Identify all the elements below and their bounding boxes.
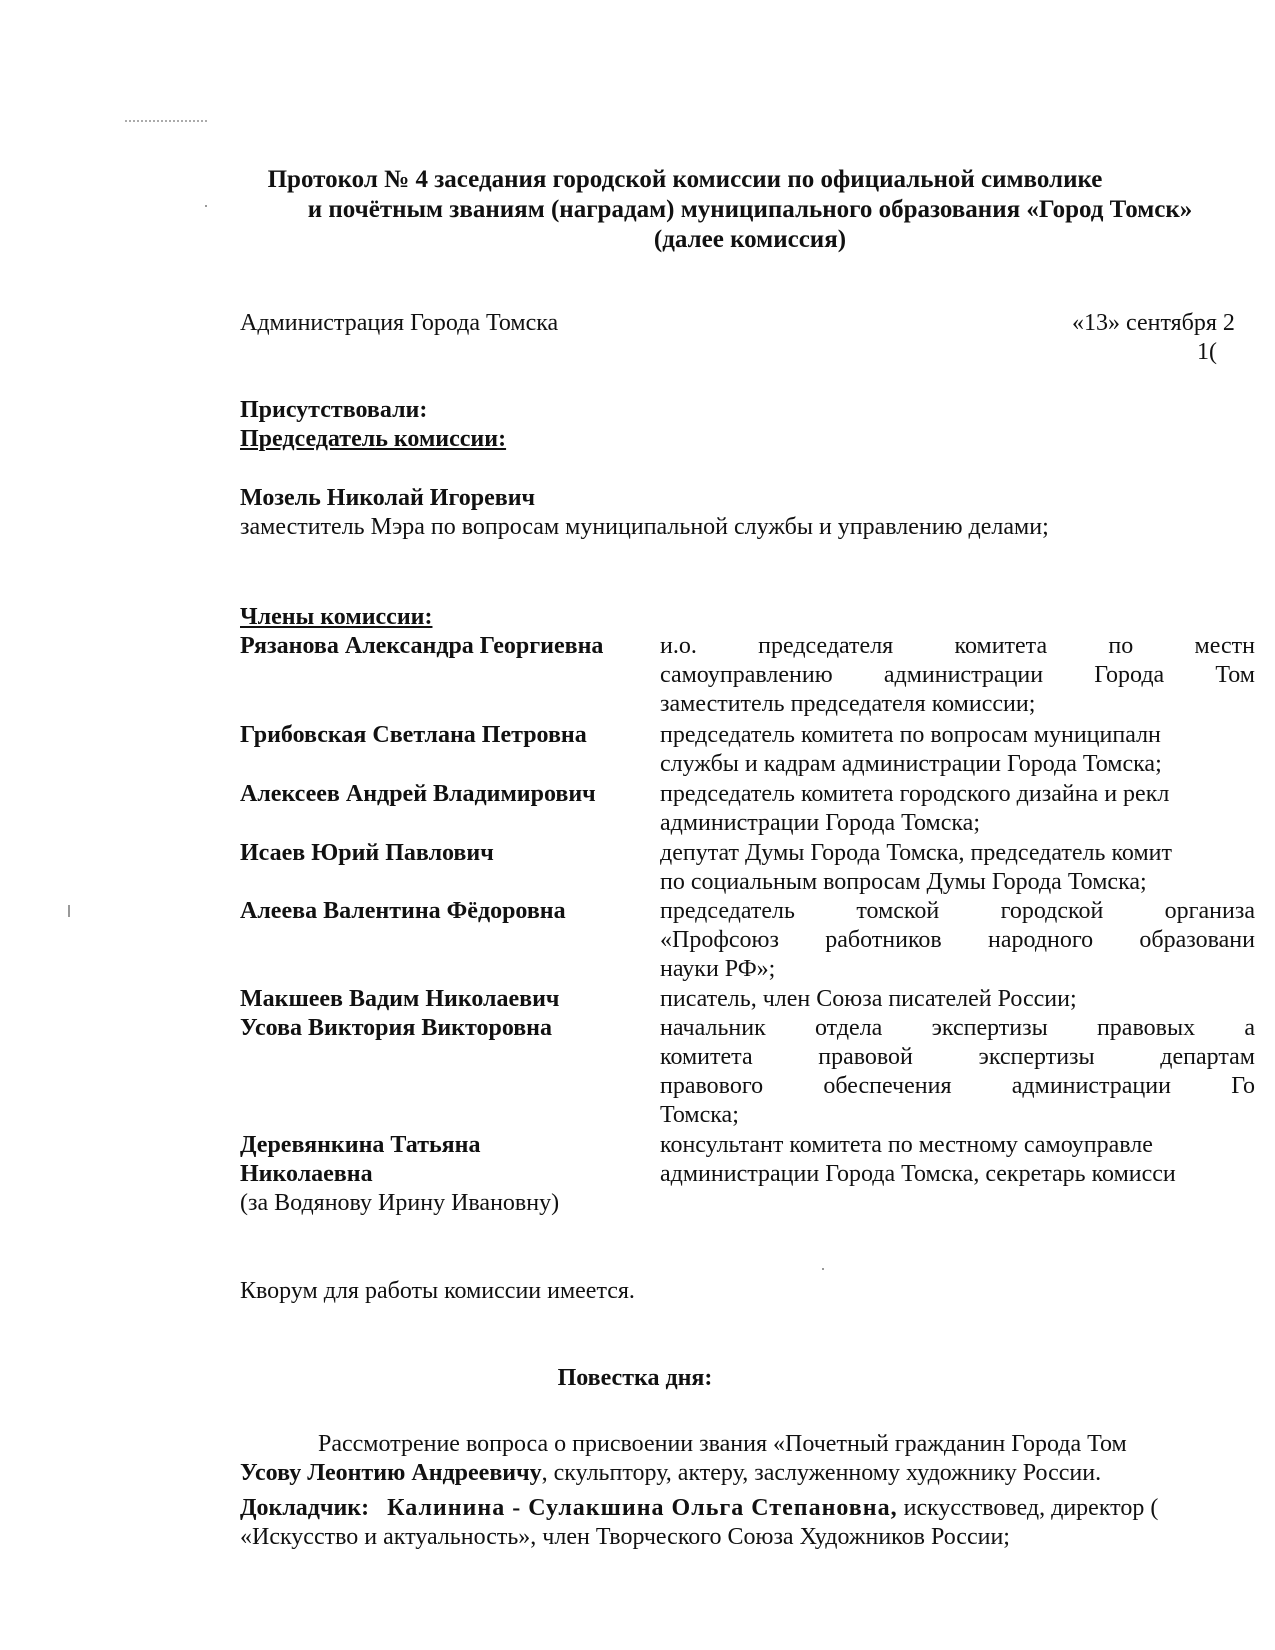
agenda-heading: Повестка дня: xyxy=(557,1365,713,1391)
member-role: председатель комитета городского дизайна и рекл администрации Города Томска; xyxy=(660,781,1170,836)
members-heading: Члены комиссии: xyxy=(240,604,433,630)
member-role: писатель, член Союза писателей России; xyxy=(660,986,1077,1012)
attendance-heading: Присутствовали: xyxy=(240,397,428,423)
scan-speck xyxy=(68,905,70,917)
chair-name: Мозель Николай Игоревич xyxy=(240,485,536,511)
member-note: (за Водянову Ирину Ивановну) xyxy=(240,1190,560,1216)
member-name: Исаев Юрий Павлович xyxy=(240,840,494,866)
speaker-label: Докладчик: xyxy=(240,1495,370,1521)
scan-speck xyxy=(822,1268,824,1270)
title-line: Протокол № 4 заседания городской комиссии по официальной символике xyxy=(267,166,1103,193)
agenda-honoree-line xyxy=(240,1459,1101,1488)
scan-artifact xyxy=(125,120,207,128)
honoree-name: Усову Леонтию Андреевичу xyxy=(240,1460,542,1486)
meeting-date: «13» сентября 2 xyxy=(1072,310,1235,336)
member-name: Деревянкина Татьяна Николаевна (за Водянову Ирину Ивановну) xyxy=(240,1132,560,1216)
member-name: Алеева Валентина Фёдоровна xyxy=(240,898,566,924)
chair-heading: Председатель комиссии: xyxy=(240,426,507,452)
speaker-desc-cont: «Искусство и актуальность», член Творческого Союза Художников России; xyxy=(240,1524,1010,1550)
speaker-desc: искусствовед, директор ( xyxy=(897,1495,1159,1521)
member-role: председатель томской городской организа «Профсоюз работников народного образовани науки РФ»; xyxy=(660,898,1255,982)
speaker-name: Калинина - Сулакшина Ольга Степановна, xyxy=(387,1495,898,1521)
honoree-desc: , скульптору, актеру, заслуженному художнику России. xyxy=(541,1460,1102,1486)
member-name: Алексеев Андрей Владимирович xyxy=(240,781,596,807)
chair-role: заместитель Мэра по вопросам муниципальной службы и управлению делами; xyxy=(240,514,1049,540)
meeting-time: 1( xyxy=(1197,339,1217,365)
agenda-speaker-line xyxy=(240,1494,1158,1523)
organization: Администрация Города Томска xyxy=(240,310,559,336)
member-role: и.о. председателя комитета по местн самоуправлению администрации Города Том заместитель председателя комиссии; xyxy=(660,633,1255,717)
member-name: Грибовская Светлана Петровна xyxy=(240,722,587,748)
member-name: Макшеев Вадим Николаевич xyxy=(240,986,560,1012)
member-role: депутат Думы Города Томска, председатель комит по социальным вопросам Думы Города Томска; xyxy=(660,840,1172,895)
member-name: Рязанова Александра Георгиевна xyxy=(240,633,604,659)
member-role: консультант комитета по местному самоуправле администрации Города Томска, секретарь комисси xyxy=(660,1132,1176,1187)
agenda-item: Рассмотрение вопроса о присвоении звания «Почетный гражданин Города Том xyxy=(318,1431,1127,1457)
title-line: (далее комиссия) xyxy=(653,226,847,253)
quorum-note: Кворум для работы комиссии имеется. xyxy=(240,1278,635,1304)
title-line: и почётным званиям (наградам) муниципального образования «Город Томск» xyxy=(307,196,1193,223)
document-title xyxy=(0,165,1275,255)
member-role: председатель комитета по вопросам муниципалн службы и кадрам администрации Города Томска; xyxy=(660,722,1162,777)
member-name: Усова Виктория Викторовна xyxy=(240,1015,553,1041)
member-role: начальник отдела экспертизы правовых а комитета правовой экспертизы департам правового обеспечения администрации Го Томска; xyxy=(660,1015,1255,1128)
